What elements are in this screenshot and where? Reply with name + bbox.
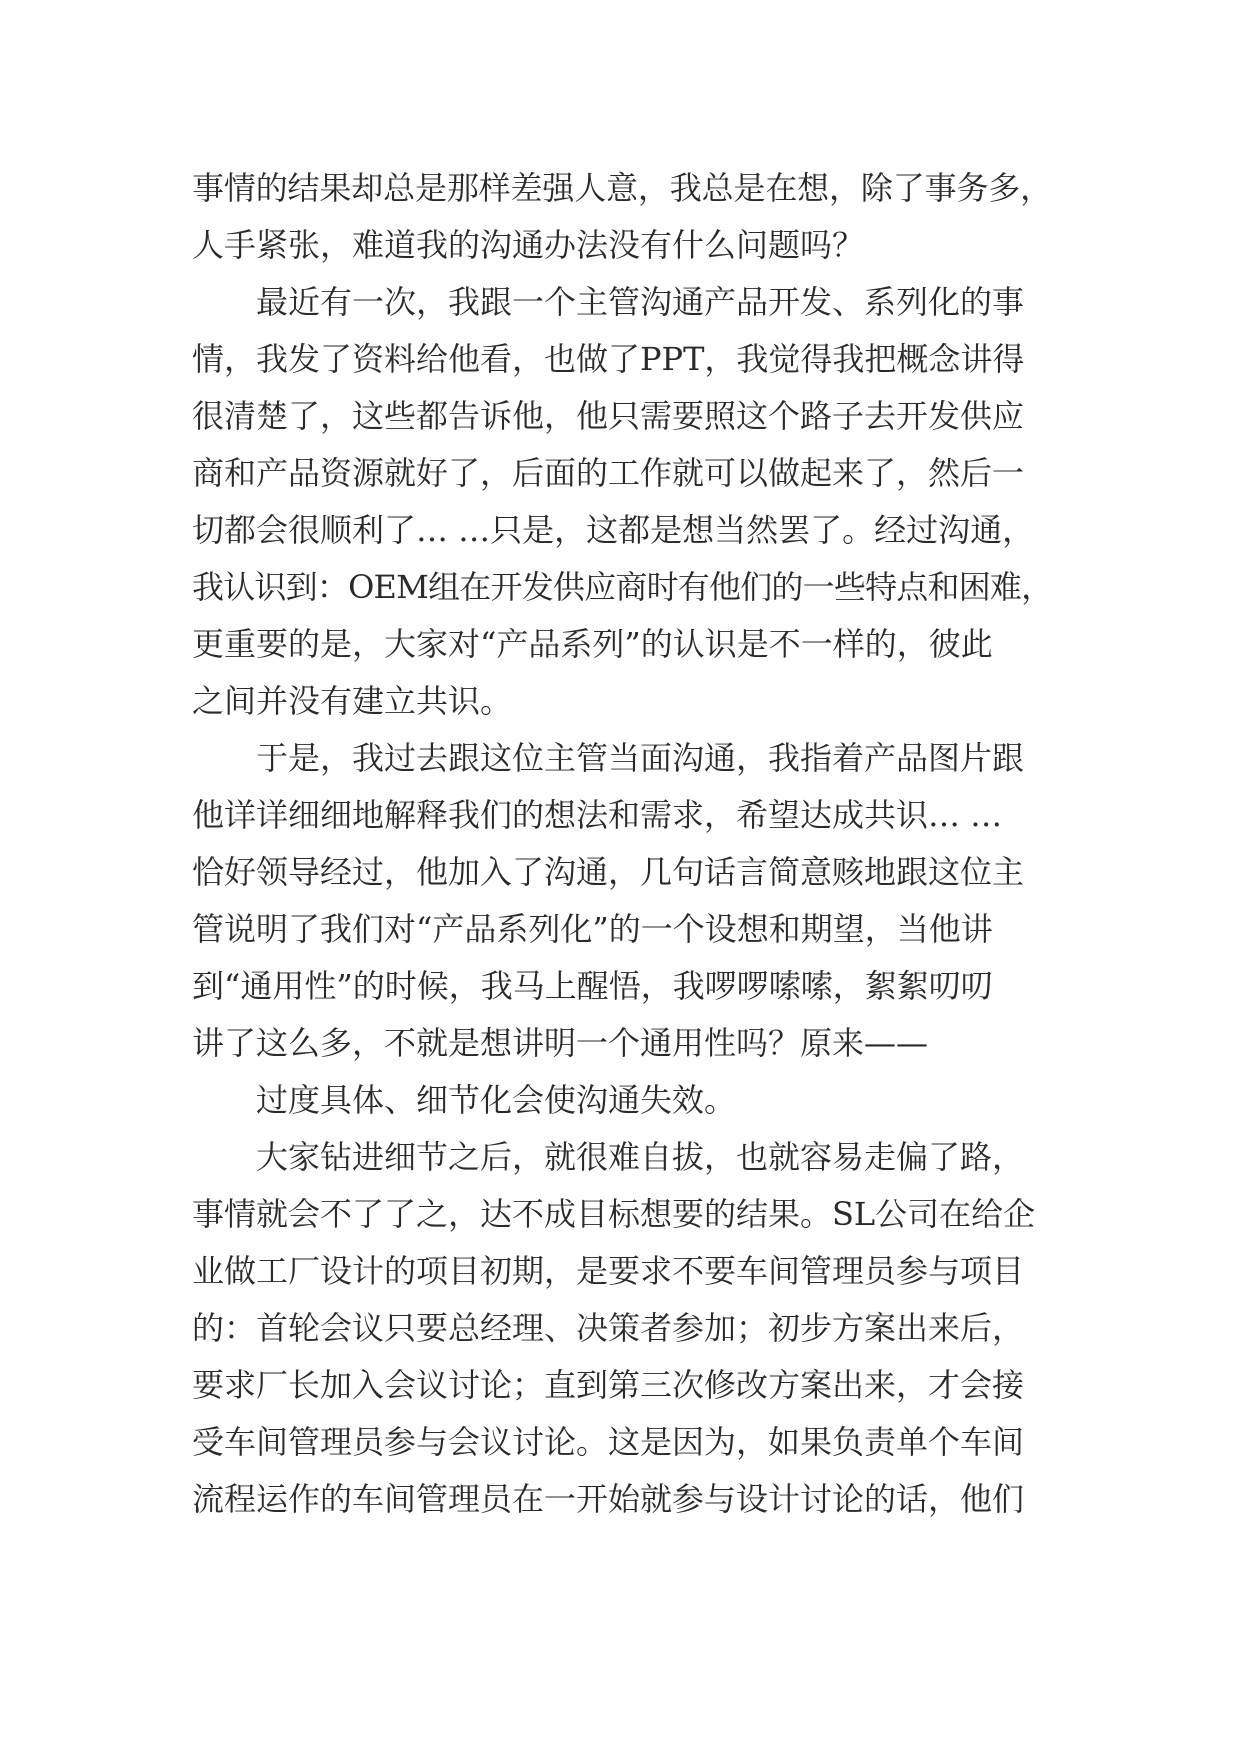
text-line: 事情就会不了了之，达不成目标想要的结果。SL公司在给企 (192, 1195, 1036, 1233)
text-line: 很清楚了，这些都告诉他，他只需要照这个路子去开发供应 (192, 397, 1025, 435)
text-line: 事情的结果却总是那样差强人意，我总是在想，除了事务多， (192, 169, 1053, 207)
text-line: 业做工厂设计的项目初期，是要求不要车间管理员参与项目 (192, 1252, 1025, 1290)
text-line: 恰好领导经过，他加入了沟通，几句话言简意赅地跟这位主 (192, 853, 1025, 891)
text-line: 人手紧张，难道我的沟通办法没有什么问题吗？ (192, 226, 865, 264)
text-line: 之间并没有建立共识。 (192, 682, 513, 720)
text-line: 他详详细细地解释我们的想法和需求，希望达成共识… … (192, 796, 1003, 834)
text-line: 切都会很顺利了… …只是，这都是想当然罢了。经过沟通， (192, 511, 1035, 549)
text-line: 商和产品资源就好了，后面的工作就可以做起来了，然后一 (192, 454, 1025, 492)
text-line: 流程运作的车间管理员在一开始就参与设计讨论的话，他们 (192, 1480, 1025, 1518)
text-line: 过度具体、细节化会使沟通失效。 (256, 1081, 737, 1119)
text-line: 讲了这么多，不就是想讲明一个通用性吗？原来—— (192, 1024, 929, 1062)
text-line: 的：首轮会议只要总经理、决策者参加；初步方案出来后， (192, 1309, 1025, 1347)
text-line: 我认识到：OEM组在开发供应商时有他们的一些特点和困难， (192, 568, 1053, 606)
text-line: 最近有一次，我跟一个主管沟通产品开发、系列化的事 (256, 283, 1025, 321)
text-line: 受车间管理员参与会议讨论。这是因为，如果负责单个车间 (192, 1423, 1025, 1461)
text-line: 到“通用性”的时候，我马上醒悟，我啰啰嗦嗦，絮絮叨叨 (192, 967, 993, 1005)
text-line: 情，我发了资料给他看，也做了PPT，我觉得我把概念讲得 (192, 340, 1025, 378)
text-line: 大家钻进细节之后，就很难自拔，也就容易走偏了路， (256, 1138, 1025, 1176)
text-line: 于是，我过去跟这位主管当面沟通，我指着产品图片跟 (256, 739, 1025, 777)
text-line: 管说明了我们对“产品系列化”的一个设想和期望，当他讲 (192, 910, 993, 948)
text-line: 更重要的是，大家对“产品系列”的认识是不一样的，彼此 (192, 625, 993, 663)
body-text (192, 160, 1052, 1528)
text-line: 要求厂长加入会议讨论；直到第三次修改方案出来，才会接 (192, 1366, 1025, 1404)
